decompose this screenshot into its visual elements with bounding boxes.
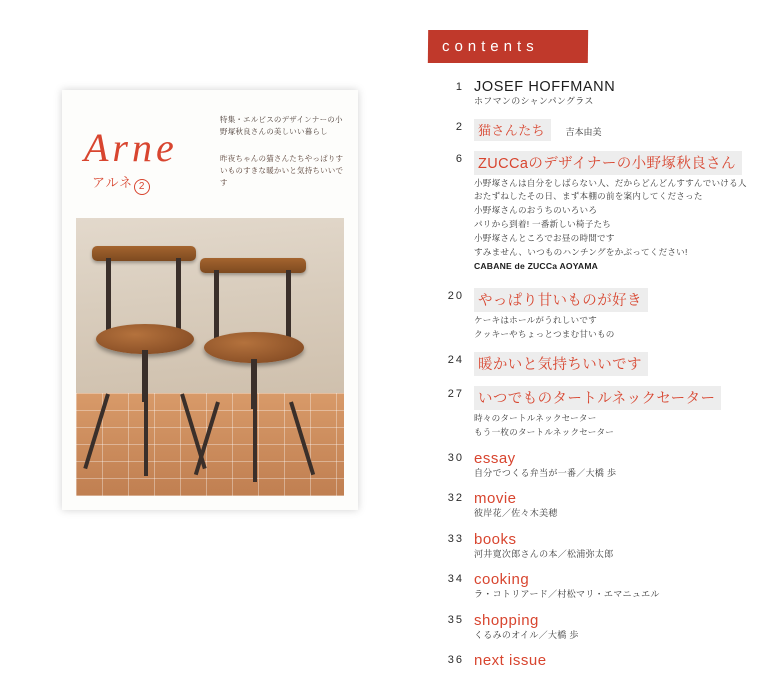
- toc-title-en: JOSEF HOFFMANN: [474, 79, 616, 95]
- toc-entry-body: [464, 119, 748, 141]
- toc-entry[interactable]: [428, 288, 748, 342]
- toc-section-sub: ラ・コトリアード／村松マリ・エマニュエル: [474, 589, 660, 600]
- toc-sub-list: [474, 412, 748, 440]
- toc-section-sub: 彼岸花／佐々木美穂: [474, 508, 558, 519]
- toc-title-jp: やっぱり甘いものが好き: [474, 288, 648, 312]
- toc-page-number: 6: [455, 152, 464, 165]
- toc-page-number: 1: [455, 81, 464, 93]
- toc-section-sub: 河井寛次郎さんの本／松浦弥太郎: [474, 548, 614, 559]
- toc-entry[interactable]: [428, 450, 748, 481]
- toc-section-sub: くるみのオイル／大橋 歩: [474, 629, 579, 640]
- toc-page-number: 27: [447, 387, 464, 400]
- toc-title-jp: ホフマンのシャンパングラス: [474, 96, 594, 106]
- toc-page-number: 2: [455, 120, 464, 133]
- toc-page-number: 34: [447, 573, 464, 586]
- toc-section-title: cooking: [474, 571, 530, 589]
- toc-entry[interactable]: [428, 652, 748, 669]
- magazine-cover: [62, 90, 358, 510]
- toc-entry-body: [464, 352, 748, 376]
- toc-entry-body: [464, 571, 748, 602]
- toc-page-number: 36: [447, 654, 464, 667]
- toc-page-number: 33: [447, 532, 464, 545]
- toc-sub-item: すみません、いつものハンチングをかぶってください!: [474, 247, 688, 258]
- toc-sub-item: ケーキはホールがうれしいです: [474, 314, 597, 325]
- cover-blurb-line1: 特集・エルビスのデザインナーの小野塚秋良さんの美しいい暮らし: [220, 115, 343, 136]
- toc-title-jp: 暖かいと気持ちいいです: [474, 352, 648, 376]
- toc-sub-item: 時々のタートルネックセーター: [474, 412, 597, 423]
- toc-entry[interactable]: [428, 571, 748, 602]
- toc-entry[interactable]: [428, 119, 748, 141]
- toc-entry-body: [464, 612, 748, 643]
- table-of-contents: [428, 79, 748, 669]
- toc-sub-item: クッキーやちょっとつまむ甘いもの: [474, 328, 615, 339]
- stool-left-back-post: [106, 258, 111, 334]
- stool-right-leg-1: [194, 401, 220, 475]
- cover-inner: [62, 90, 358, 510]
- stool-right-back-post-2: [286, 270, 291, 342]
- stool-right-back-post: [214, 270, 219, 342]
- stool-right: [194, 258, 322, 486]
- toc-page-number: 24: [447, 353, 464, 366]
- stool-right-leg-3: [289, 401, 315, 475]
- stool-left-leg-2: [144, 396, 148, 476]
- toc-entry-body: [464, 288, 748, 342]
- toc-page-number: 20: [447, 289, 464, 302]
- cover-blurb-line2: 昨夜ちゃんの猫さんたちやっぱりすいものすきな暖かいと気持ちいいです: [220, 154, 344, 187]
- toc-section-title: movie: [474, 490, 517, 508]
- toc-entry[interactable]: [428, 531, 748, 562]
- toc-section-title: next issue: [474, 652, 547, 670]
- contents-panel: [428, 30, 748, 673]
- toc-sub-item: パリから到着! 一番新しい椅子たち: [474, 219, 612, 230]
- cover-title-text: Arne: [84, 125, 178, 170]
- issue-number-badge: 2: [134, 179, 150, 195]
- cover-photo: [76, 218, 344, 496]
- contents-header: contents: [428, 30, 588, 63]
- toc-sub-item: 小野塚さんところでお昼の時間です: [474, 233, 615, 244]
- toc-entry-body: [464, 490, 748, 521]
- toc-page-number: 30: [447, 451, 464, 464]
- toc-sub-list: [474, 177, 748, 274]
- toc-entry[interactable]: [428, 352, 748, 376]
- stool-left-stem: [142, 350, 148, 402]
- toc-sub-item: おたずねしたその日、まず本棚の前を案内してくださった: [474, 191, 703, 202]
- toc-entry-body: [464, 652, 748, 669]
- stool-left-leg-1: [83, 393, 110, 469]
- cover-blurb: [220, 114, 348, 188]
- toc-page-number: 35: [447, 613, 464, 626]
- toc-entry[interactable]: [428, 386, 748, 440]
- toc-section-title: books: [474, 530, 517, 548]
- toc-byline: 吉本由美: [565, 126, 602, 137]
- stool-right-leg-2: [253, 404, 257, 482]
- toc-section-title: shopping: [474, 611, 539, 629]
- toc-title-jp: ZUCCaのデザイナーの小野塚秋良さん: [474, 151, 742, 175]
- toc-entry[interactable]: [428, 490, 748, 521]
- toc-entry-body: [464, 450, 748, 481]
- toc-sub-item: もう一枚のタートルネックセーター: [474, 426, 615, 437]
- cover-subtitle-text: アルネ: [92, 175, 134, 190]
- toc-sub-item: 小野塚さんは自分をしばらない人、だからどんどんすすんでいける人: [474, 177, 747, 188]
- toc-entry-body: [464, 386, 748, 440]
- toc-section-title: essay: [474, 449, 516, 467]
- toc-entry[interactable]: [428, 151, 748, 274]
- toc-sub-list: [474, 314, 748, 342]
- toc-title-jp: 猫さんたち: [474, 119, 551, 141]
- toc-sub-item: 小野塚さんのおうちのいろいろ: [474, 205, 598, 216]
- toc-entry[interactable]: [428, 612, 748, 643]
- stool-left-back-post-2: [176, 258, 181, 334]
- stool-right-stem: [251, 359, 257, 409]
- stool-left: [88, 246, 204, 476]
- spacer: [428, 278, 748, 288]
- toc-title-jp: いつでものタートルネックセーター: [474, 386, 721, 410]
- toc-entry[interactable]: [428, 79, 748, 109]
- toc-entry-body: [464, 151, 748, 274]
- toc-sub-item: CABANE de ZUCCa AOYAMA: [474, 261, 599, 272]
- toc-entry-body: [464, 79, 748, 109]
- toc-entry-body: [464, 531, 748, 562]
- toc-section-sub: 自分でつくる弁当が一番／大橋 歩: [474, 467, 617, 478]
- toc-page-number: 32: [447, 492, 464, 505]
